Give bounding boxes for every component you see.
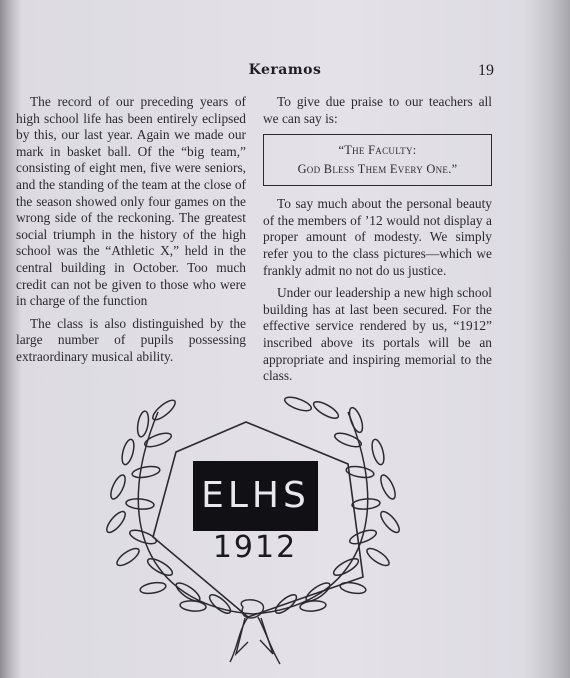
running-header-title: Keramos	[248, 62, 322, 78]
quote-line-2: God Bless Them Every One.”	[297, 162, 458, 177]
right-column	[263, 94, 492, 391]
paragraph-new-building: Under our leadership a new high school building has at last been secured. For the effective service rendered by us, “1912” inscribed above its portals will be an appropriate and inspiring memorial to the class.	[263, 285, 492, 384]
paragraph-personal-beauty: To say much about the personal beauty of the members of ’12 would not display a proper amount of modesty. We simply refer you to the class pictures—which we frankly admit no not do us justice.	[263, 196, 492, 278]
paragraph-team-record: The record of our preceding years of high school life has been entirely eclipsed by this, our last year. Again we made our mark in basket ball. Of the “big team,” consisting of eight men, five were seniors, and the standing of the team at the close of the season showed only four games on the wrong side of the reckoning. The greatest social triumph in the history of the high school was the “Athletic X,” held in the central building in October. Too much credit can not be given to those who were in charge of the function	[16, 94, 246, 309]
left-column	[16, 94, 246, 372]
paragraph-musical-ability: The class is also distinguished by the large number of pupils possessing extraordinary musical ability.	[16, 315, 246, 364]
quote-line-1: “The Faculty:	[338, 143, 417, 158]
crest-text-layer	[98, 392, 408, 670]
crest-year: 1912	[212, 530, 298, 565]
page-number: 19	[478, 62, 494, 79]
crest-initials: ELHS	[201, 475, 310, 516]
paragraph-faculty-intro: To give due praise to our teachers all we can say is:	[263, 94, 492, 126]
class-emblem	[98, 392, 408, 670]
faculty-quote-box	[263, 134, 492, 186]
